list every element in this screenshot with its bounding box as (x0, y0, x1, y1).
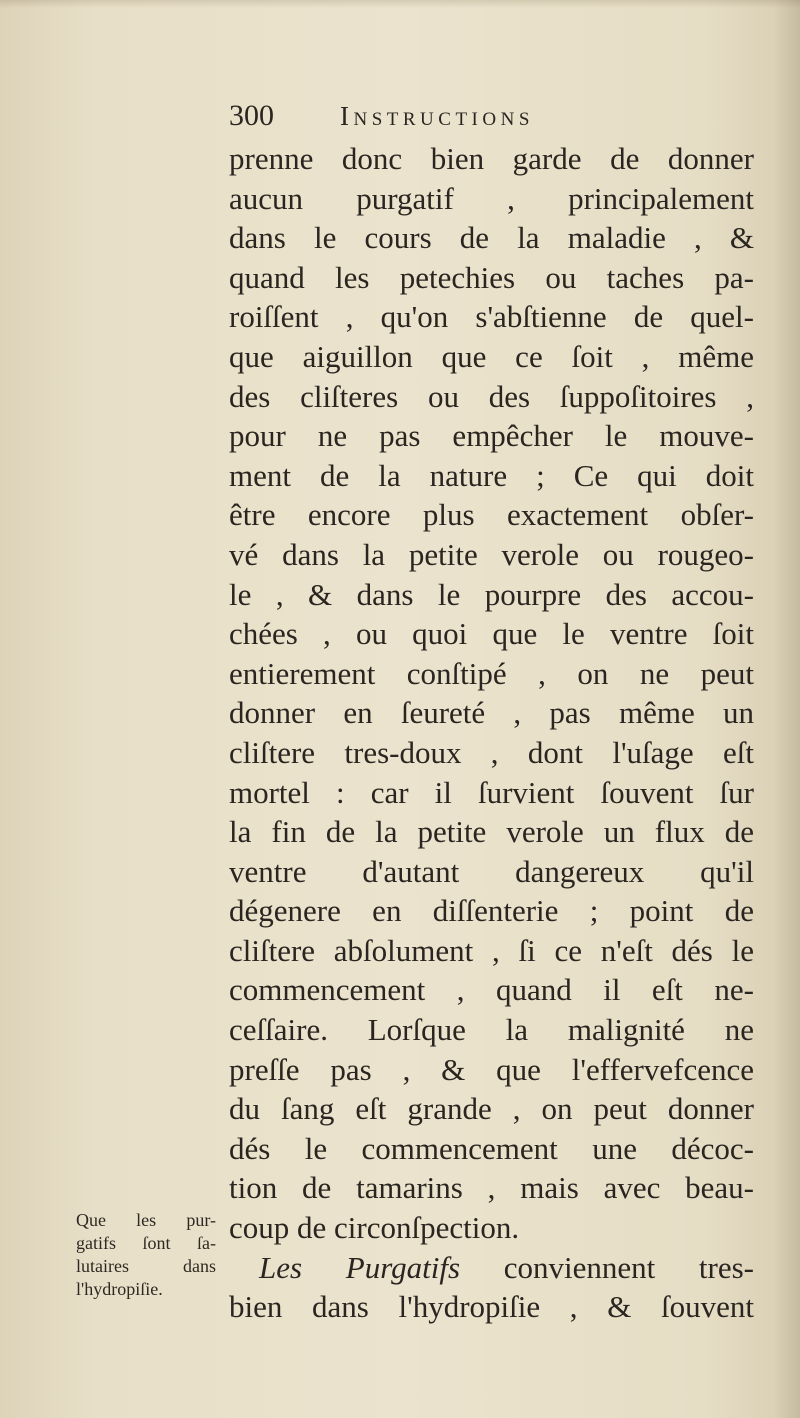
text-line: coup de circonſpection. (229, 1210, 520, 1246)
text-line: roiſſent , qu'on s'abſtienne de quel- (229, 299, 754, 335)
text-line: la fin de la petite verole un flux de (229, 814, 754, 850)
text-line: dés le commencement une décoc- (229, 1130, 754, 1166)
text-line: ventre d'autant dangereux qu'il (229, 853, 754, 889)
paragraph-two-line-one (229, 1248, 754, 1288)
page-header (229, 96, 769, 136)
text-line: chées , ou quoi que le ventre ſoit (229, 616, 754, 652)
text-line: pour ne pas empêcher le mouve- (229, 418, 754, 454)
text-line: dégenere en diſſenterie ; point de (229, 893, 754, 929)
marginal-note-line: gatifs ſont ſa- (76, 1233, 216, 1253)
marginal-note-line: l'hydropiſie. (76, 1279, 163, 1299)
text-line: ceſſaire. Lorſque la malignité ne (229, 1012, 754, 1048)
page-edge-shadow (774, 0, 800, 1418)
text-line: être encore plus exactement obſer- (229, 497, 754, 533)
text-line: entierement conſtipé , on ne peut (229, 655, 754, 691)
paragraph-two-text: conviennent tres- (460, 1249, 754, 1285)
text-line: cliſtere tres-doux , dont l'uſage eſt (229, 734, 754, 770)
body-text (229, 139, 754, 1327)
text-line: prenne donc bien garde de donner (229, 141, 754, 176)
text-line: dans le cours de la maladie , & (229, 220, 754, 256)
text-line: mortel : car il ſurvient ſouvent ſur (229, 774, 754, 810)
text-line: des cliſteres ou des ſuppoſitoires , (229, 378, 754, 414)
text-line: tion de tamarins , mais avec beau- (229, 1170, 754, 1206)
text-line: commencement , quand il eſt ne- (229, 972, 754, 1008)
running-title: Instructions (340, 101, 534, 131)
italic-heading-purgatifs: Les Purgatifs (259, 1249, 461, 1285)
text-line: que aiguillon que ce ſoit , même (229, 338, 754, 374)
text-line: du ſang eſt grande , on peut donner (229, 1091, 754, 1127)
text-line: preſſe pas , & que l'effervefcence (229, 1051, 754, 1087)
text-line: quand les petechies ou taches pa- (229, 259, 754, 295)
marginal-note-line: Que les pur- (76, 1210, 216, 1230)
marginal-note (76, 1209, 216, 1301)
marginal-note-line: lutaires dans (76, 1256, 216, 1276)
page-number: 300 (229, 99, 274, 132)
text-line: cliſtere abſolument , ſi ce n'eſt dés le (229, 932, 754, 968)
text-line: donner en ſeureté , pas même un (229, 695, 754, 731)
text-line: ment de la nature ; Ce qui doit (229, 457, 754, 493)
text-line: vé dans la petite verole ou rougeo- (229, 536, 754, 572)
page-top-shading (0, 0, 800, 8)
text-line: aucun purgatif , principalement (229, 180, 754, 216)
paragraph-two-line-two: bien dans l'hydropiſie , & ſouvent (229, 1289, 754, 1325)
text-line: le , & dans le pourpre des accou- (229, 576, 754, 612)
